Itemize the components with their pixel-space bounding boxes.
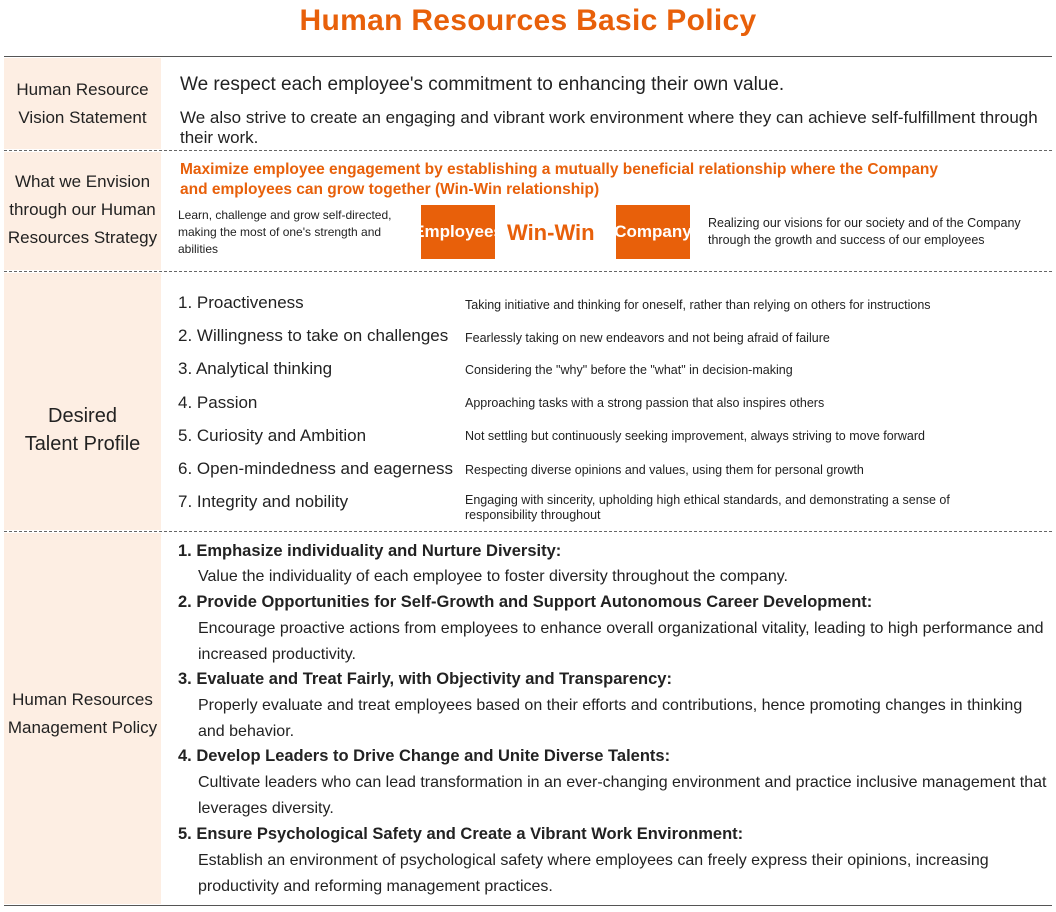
- policy-body: Cultivate leaders who can lead transformation in an ever-changing environment and practice inclusive management that leverages diversity.: [198, 774, 1047, 817]
- management-label-line1: Human Resources: [12, 690, 153, 709]
- policy-heading: 3. Evaluate and Treat Fairly, with Objectivity and Transparency:: [178, 670, 672, 688]
- divider-talent: [4, 531, 1052, 532]
- trait-name: 2. Willingness to take on challenges: [178, 326, 449, 345]
- company-box: Company: [616, 205, 690, 259]
- management-label-line2: Management Policy: [7, 718, 158, 737]
- envision-label-line2: through our Human: [9, 200, 156, 219]
- policy-body: Establish an environment of psychological safety where employees can freely express their opinions, increasing productivity and reforming management practices.: [198, 852, 989, 895]
- trait-desc: Approaching tasks with a strong passion that also inspires others: [465, 396, 825, 410]
- trait-desc: Engaging with sincerity, upholding high ethical standards, and demonstrating a sense of responsibility throughout: [465, 493, 950, 522]
- vision-label-line1: Human Resource: [16, 80, 149, 99]
- envision-label: [4, 168, 161, 252]
- trait-name: 6. Open-mindedness and eagerness: [178, 459, 454, 478]
- envision-headline-line1: Maximize employee engagement by establishing a mutually beneficial relationship where the Company: [180, 161, 938, 178]
- envision-headline-line2: and employees can grow together (Win-Win relationship): [180, 181, 600, 198]
- divider-vision: [4, 150, 1052, 151]
- page-title: Human Resources Basic Policy: [299, 4, 757, 37]
- envision-label-line1: What we Envision: [14, 172, 151, 191]
- vision-line1: We respect each employee's commitment to enhancing their own value.: [180, 74, 785, 95]
- policy-heading: 4. Develop Leaders to Drive Change and Unite Diverse Talents:: [178, 747, 671, 765]
- trait-desc: Taking initiative and thinking for oneself, rather than relying on others for instructions: [465, 298, 931, 312]
- policy-body: Value the individuality of each employee to foster diversity throughout the company.: [198, 568, 788, 585]
- bottom-rule: [4, 905, 1052, 906]
- company-vision-text: Realizing our visions for our society and of the Company through the growth and success of our employees: [708, 216, 1021, 247]
- trait-name: 7. Integrity and nobility: [178, 492, 349, 511]
- trait-desc: Not settling but continuously seeking improvement, always striving to move forward: [465, 429, 925, 443]
- employees-box: Employees: [421, 205, 495, 259]
- policy-heading: 2. Provide Opportunities for Self-Growth and Support Autonomous Career Development:: [178, 593, 873, 611]
- talent-label-line2: Talent Profile: [24, 433, 141, 455]
- trait-desc: Considering the "why" before the "what" in decision-making: [465, 363, 793, 377]
- divider-envision: [4, 271, 1052, 272]
- vision-line2: We also strive to create an engaging and vibrant work environment where they can achieve self-fulfillment through their work.: [180, 108, 1038, 147]
- employee-growth-text: Learn, challenge and grow self-directed, making the most of one's strength and abilities: [178, 208, 392, 256]
- trait-desc: Fearlessly taking on new endeavors and not being afraid of failure: [465, 331, 830, 345]
- policy-heading: 5. Ensure Psychological Safety and Create a Vibrant Work Environment:: [178, 825, 744, 843]
- trait-name: 4. Passion: [178, 393, 258, 412]
- talent-label-line1: Desired: [48, 405, 117, 427]
- trait-name: 5. Curiosity and Ambition: [178, 426, 367, 445]
- trait-desc: Respecting diverse opinions and values, using them for personal growth: [465, 463, 864, 477]
- policy-heading: 1. Emphasize individuality and Nurture Diversity:: [178, 542, 562, 560]
- management-label: [4, 686, 161, 742]
- envision-headline: [180, 160, 980, 200]
- top-rule: [4, 56, 1052, 57]
- policy-body: Encourage proactive actions from employees to enhance overall organizational vitality, leading to high performance and increased productivity.: [198, 620, 1044, 663]
- trait-name: 3. Analytical thinking: [178, 359, 333, 378]
- win-win-label: Win-Win: [507, 220, 595, 245]
- trait-name: 1. Proactiveness: [178, 293, 304, 312]
- talent-label: [4, 402, 161, 458]
- vision-label: [4, 76, 161, 132]
- envision-label-line3: Resources Strategy: [7, 228, 158, 247]
- vision-label-line2: Vision Statement: [18, 108, 147, 127]
- policy-body: Properly evaluate and treat employees based on their efforts and contributions, hence promoting changes in thinking and behavior.: [198, 697, 1023, 740]
